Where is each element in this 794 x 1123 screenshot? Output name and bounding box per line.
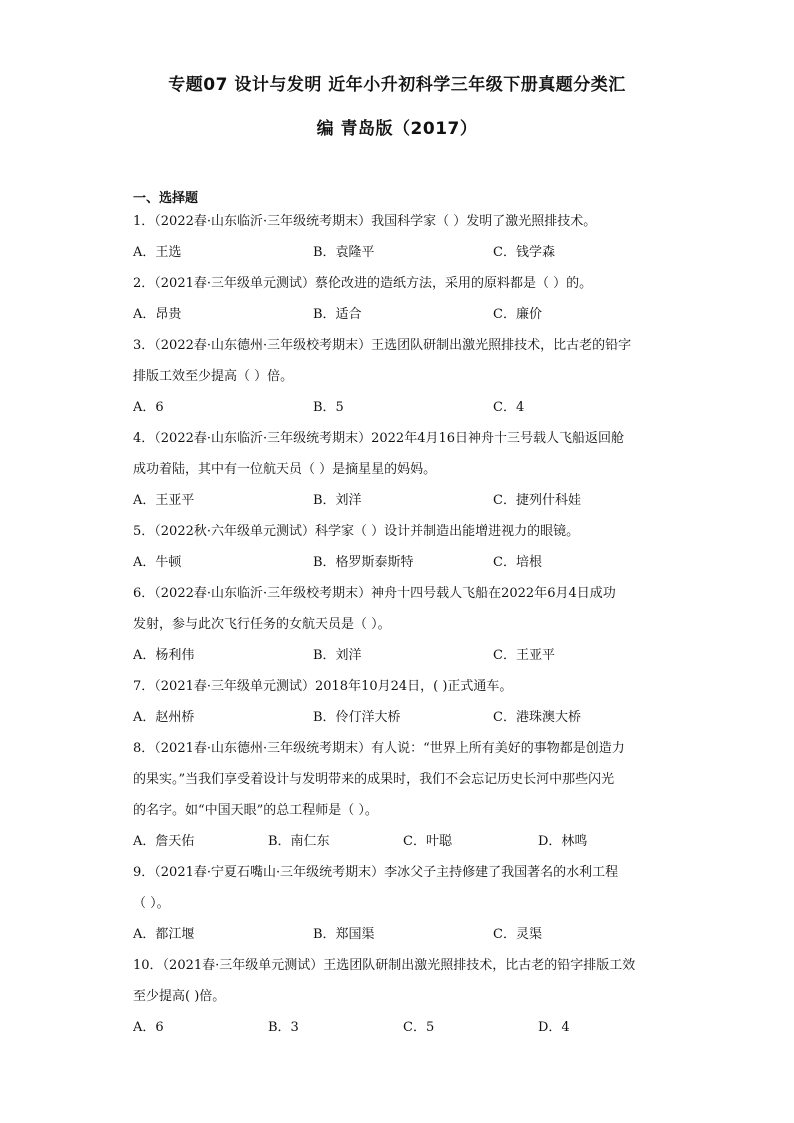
question-text-line: 4．（2022春·山东临沂·三年级统考期末）2022年4月16日神舟十三号载人飞船返回舱 [133,431,625,446]
answer-option: A．牛顿 [133,555,182,570]
answer-option: C．4 [493,400,525,415]
answer-option: A．6 [133,1020,164,1035]
answer-option: B．5 [313,400,344,415]
question-5 [133,521,673,583]
question-text-line: 至少提高( )倍。 [133,989,226,1004]
question-text-line: 3．（2022春·山东德州·三年级校考期末）王选团队研制出激光照排技术，比古老的铅字 [133,338,632,353]
answer-options [133,645,673,676]
answer-options [133,397,673,428]
question-7 [133,676,673,738]
answer-option: A．6 [133,400,164,415]
question-text-line: 5．（2022秋·六年级单元测试）科学家（ ）设计并制造出能增进视力的眼镜。 [133,524,580,539]
answer-options [133,924,673,955]
question-6 [133,583,673,676]
question-8 [133,738,673,862]
answer-option: A．詹天佑 [133,834,195,849]
answer-option: A．王亚平 [133,493,195,508]
answer-option: B．伶仃洋大桥 [313,710,401,725]
question-text-line: （ ）。 [133,896,170,911]
answer-option: A．都江堰 [133,927,195,942]
answer-option: B．袁隆平 [313,245,375,260]
question-4 [133,428,673,521]
answer-option: D．林鸣 [538,834,588,849]
question-text-line: 的名字。如“中国天眼”的总工程师是（ ）。 [133,803,378,818]
question-2 [133,273,673,335]
answer-option: D．4 [538,1020,570,1035]
question-text-line: 1．（2022春·山东临沂·三年级统考期末）我国科学家（ ）发明了激光照排技术。 [133,214,597,229]
answer-option: A．杨利伟 [133,648,195,663]
answer-option: B．刘洋 [313,493,362,508]
question-text-line: 排版工效至少提高（ ）倍。 [133,369,294,384]
answer-option: B．格罗斯泰斯特 [313,555,414,570]
answer-option: A．赵州桥 [133,710,195,725]
answer-option: C．培根 [493,555,542,570]
answer-option: C．5 [403,1020,435,1035]
question-text-line: 的果实。”当我们享受着设计与发明带来的成果时，我们不会忘记历史长河中那些闪光 [133,772,615,787]
answer-options [133,490,673,521]
question-text-line: 成功着陆，其中有一位航天员（ ）是摘星星的妈妈。 [133,462,437,477]
question-list [133,211,673,1048]
document-title-line-2: 编 青岛版（2017） [316,119,478,139]
question-text-line: 2．（2021春·三年级单元测试）蔡伦改进的造纸方法，采用的原料都是（ ）的。 [133,276,593,291]
question-9 [133,862,673,955]
answer-option: A．王选 [133,245,182,260]
answer-option: B．刘洋 [313,648,362,663]
answer-option: C．叶聪 [403,834,452,849]
answer-options [133,242,673,273]
question-3 [133,335,673,428]
answer-option: C．廉价 [493,307,542,322]
answer-options [133,1017,673,1048]
answer-options [133,831,673,862]
question-text-line: 10．（2021春·三年级单元测试）王选团队研制出激光照排技术，比古老的铅字排版工效 [133,958,636,973]
section-heading: 一、选择题 [133,191,199,206]
answer-options [133,552,673,583]
answer-option: C．港珠澳大桥 [493,710,581,725]
answer-option: C．王亚平 [493,648,555,663]
question-text-line: 发射，参与此次飞行任务的女航天员是（ ）。 [133,617,391,632]
answer-option: B．3 [268,1020,299,1035]
answer-option: C．灵渠 [493,927,542,942]
question-1 [133,211,673,273]
answer-option: C．钱学森 [493,245,555,260]
question-text-line: 8．（2021春·山东德州·三年级统考期末）有人说：“世界上所有美好的事物都是创造力 [133,741,625,756]
document-title-line-1: 专题07 设计与发明 近年小升初科学三年级下册真题分类汇 [168,75,626,95]
question-text-line: 6．（2022春·山东临沂·三年级校考期末）神舟十四号载人飞船在2022年6月4日成功 [133,586,616,601]
answer-option: A．昂贵 [133,307,182,322]
answer-options [133,304,673,335]
answer-option: B．适合 [313,307,362,322]
question-text-line: 7．（2021春·三年级单元测试）2018年10月24日，( )正式通车。 [133,679,513,694]
answer-option: B．南仁东 [268,834,330,849]
question-text-line: 9．（2021春·宁夏石嘴山·三年级统考期末）李冰父子主持修建了我国著名的水利工程 [133,865,619,880]
answer-option: B．郑国渠 [313,927,375,942]
answer-options [133,707,673,738]
answer-option: C．捷列什科娃 [493,493,581,508]
question-10 [133,955,673,1048]
